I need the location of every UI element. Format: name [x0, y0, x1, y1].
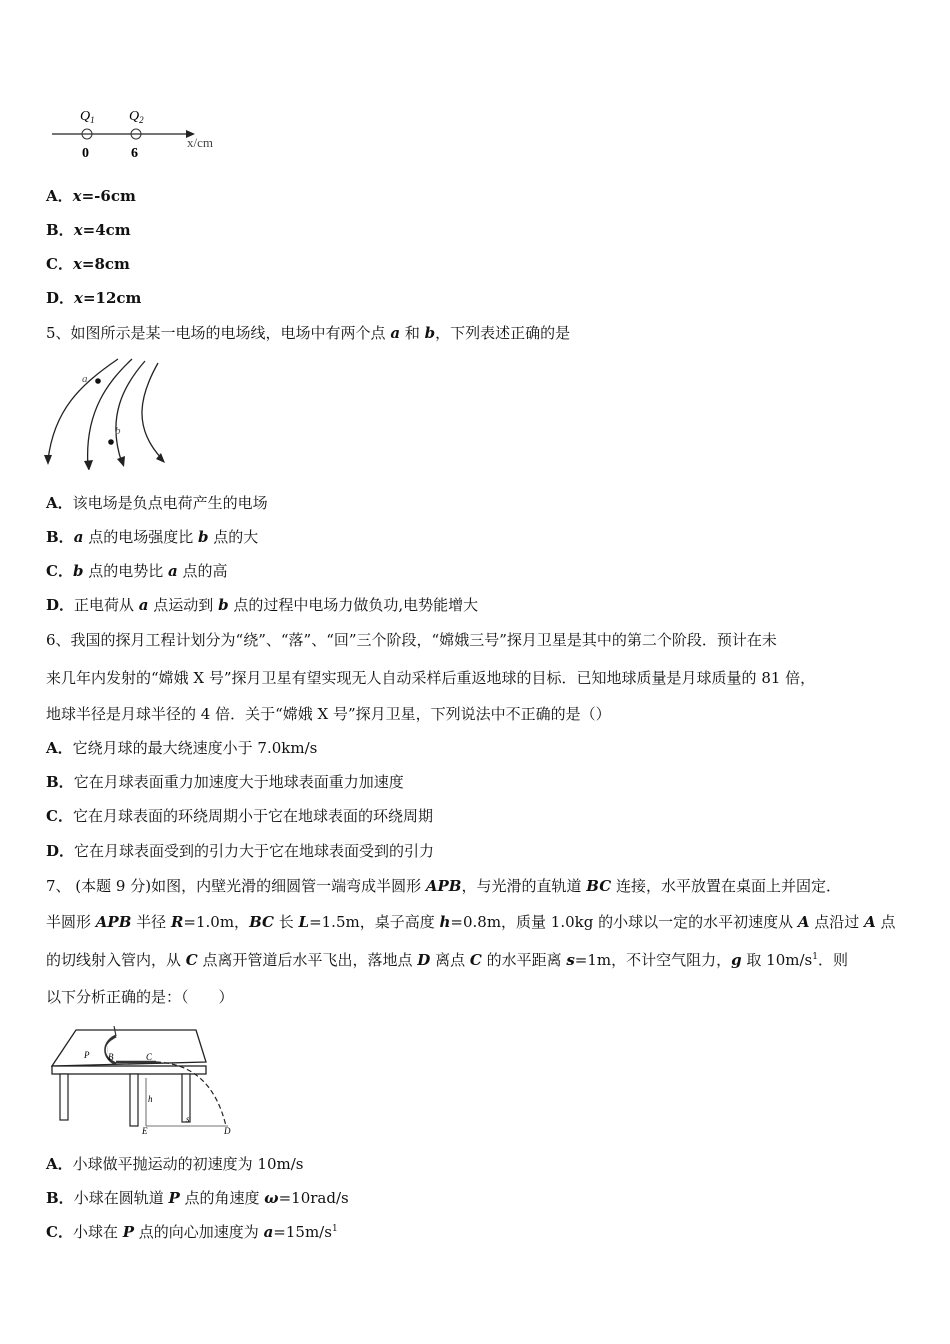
field-lines-figure — [40, 355, 175, 470]
svg-text:s: s — [186, 1114, 190, 1124]
q6-option-b: B．它在月球表面重力加速度大于地球表面重力加速度 — [46, 773, 404, 791]
q7-option-c: C．小球在 P 点的向心加速度为 $a=15m/s^1$ — [46, 1223, 338, 1241]
q1-label: $Q_1$ — [80, 109, 95, 125]
svg-text:b: b — [115, 425, 121, 437]
field-line-2 — [88, 359, 132, 467]
field-line-3 — [116, 361, 145, 463]
q5-option-a: A．该电场是负点电荷产生的电场 — [46, 494, 268, 512]
q7-option-b: B．小球在圆轨道 P 点的角速度 ω=10rad/s — [46, 1189, 349, 1207]
svg-text:h: h — [148, 1094, 153, 1104]
q6-stem-line2: 来几年内发射的“嫦娥 X 号”探月卫星有望实现无人自动采样后重返地球的目标．已知地球质量是月球质量的 81 倍， — [46, 669, 816, 687]
q6-stem-line1: 6、我国的探月工程计划分为“绕”、“落”、“回”三个阶段，“嫦娥三号”探月卫星是其中的第二个阶段．预计在未 — [46, 631, 777, 649]
table-leg — [130, 1074, 138, 1126]
q5-option-b: B．a 点的电场强度比 b 点的大 — [46, 528, 259, 546]
q6-option-c: C．它在月球表面的环绕周期小于它在地球表面的环绕周期 — [46, 807, 433, 825]
q5-option-d: D．正电荷从 a 点运动到 b 点的过程中电场力做负功,电势能增大 — [46, 596, 479, 614]
q7-stem-line4: 以下分析正确的是：（ ） — [46, 988, 234, 1006]
tick-6: 6 — [131, 146, 138, 161]
point-b — [108, 439, 114, 445]
q4-option-c: C．x=8cm — [46, 255, 130, 273]
table-track-figure — [46, 1022, 246, 1137]
q7-stem-line1: 7、 (本题 9 分)如图，内壁光滑的细圆管一端弯成半圆形 APB，与光滑的直轨道 BC 连接，水平放置在桌面上并固定． — [46, 877, 841, 895]
table-leg — [60, 1074, 68, 1120]
svg-text:B: B — [108, 1052, 114, 1062]
axis-label: x/cm — [187, 135, 213, 150]
svg-text:D: D — [224, 1126, 231, 1136]
svg-text:P: P — [84, 1050, 90, 1060]
charge-axis-figure — [46, 100, 236, 165]
q5-option-c: C．b 点的电势比 a 点的高 — [46, 562, 228, 580]
q4-option-a: A．x=-6cm — [46, 187, 136, 205]
q6-option-d: D．它在月球表面受到的引力大于它在地球表面受到的引力 — [46, 842, 435, 860]
svg-text:a: a — [82, 373, 88, 385]
svg-text:C: C — [146, 1052, 153, 1062]
q2-label: $Q_2$ — [129, 109, 144, 125]
field-line-4 — [142, 363, 162, 459]
q6-stem-line3: 地球半径是月球半径的 4 倍．关于“嫦娥 X 号”探月卫星，下列说法中不正确的是（） — [46, 705, 611, 723]
point-a — [95, 378, 101, 384]
q6-option-a: A．它绕月球的最大绕速度小于 7.0km/s — [46, 739, 318, 757]
table-top — [52, 1030, 206, 1066]
svg-text:E: E — [142, 1126, 148, 1136]
q5-stem: 5、如图所示是某一电场的电场线，电场中有两个点 a 和 b，下列表述正确的是 — [46, 324, 571, 342]
q4-option-b: B．x=4cm — [46, 221, 131, 239]
q7-option-a: A．小球做平抛运动的初速度为 10m/s — [46, 1155, 304, 1173]
q7-stem-line3: 的切线射入管内，从 C 点离开管道后水平飞出，落地点 D 离点 C 的水平距离 s=1m，不计空气阻力，g 取 $10m/s^1$．则 — [46, 951, 848, 969]
q7-stem-line2: 半圆形 APB 半径 R=1.0m，BC 长 L=1.5m，桌子高度 h=0.8m，质量 1.0kg 的小球以一定的水平初速度从 A 点沿过 A 点 — [46, 913, 896, 931]
q4-option-d: D．x=12cm — [46, 289, 142, 307]
tick-0: 0 — [82, 146, 89, 161]
